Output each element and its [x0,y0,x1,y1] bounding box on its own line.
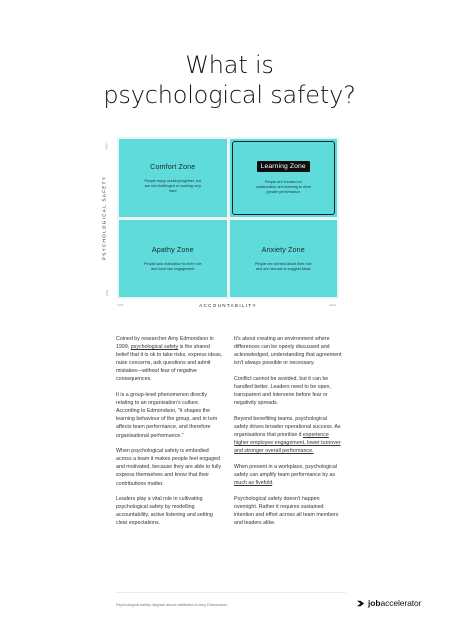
paragraph: Conflict cannot be avoided, but it can be handled better. Leaders need to be open, transparent and intervene before fear or negativity spreads. [234,375,331,407]
paragraph [234,415,342,455]
article-body [116,335,346,535]
learning-zone-description: People are focused on collaboration and learning to drive greater performance [255,179,311,194]
apathy-zone-title: Apathy Zone [151,244,194,254]
paragraph: When psychological safety is embodied across a team it makes people feel engaged and motivated, because they are able to fully express themselves and know that their contributions matter. [116,448,222,487]
y-axis-label: PSYCHOLOGICAL SAFETY [101,175,107,261]
engagement-research-link[interactable]: experience higher employee engagement, lower turnover and stronger overall performance. [234,431,341,455]
apathy-zone-description: People lack motivation for their role and have low engagement [143,261,202,271]
paragraph-text: is the shared belief that it is ok to take risks, express ideas, raise concerns, ask questions and admit mistakes—without fear of negative consequences. [116,344,223,383]
learning-zone-frame [232,141,336,215]
title-line-2: psychological safety? [103,81,356,109]
jobaccelerator-logo-icon [356,599,365,608]
paragraph [116,335,224,384]
apathy-zone-quadrant [119,220,227,298]
brand-logo[interactable] [356,598,421,608]
footer-divider [116,592,346,593]
learning-zone-quadrant [230,139,338,217]
x-axis-low-tick: LOW [117,303,124,307]
brand-name-rest: accelerator [380,598,422,608]
left-column [116,335,224,535]
paragraph: It is a group-level phenomenon directly relating to an organisation's culture. According to Edmondson, "it shapes the learning behaviour of the group, and in turn affects team performance, and therefore organisational performance." [116,392,218,439]
comfort-zone-quadrant [119,139,227,217]
anxiety-zone-quadrant [230,220,338,298]
fivefold-link[interactable]: much as fivefold [234,479,273,486]
anxiety-zone-description: People are worried about their role and are nervous to suggest ideas [254,261,312,271]
paragraph-text: Beyond benefiting teams, psychological safety drives broader operational success. As organisations that prioritise it [234,415,341,438]
anxiety-zone-title: Anxiety Zone [261,244,305,254]
brand-name [368,598,421,608]
y-axis-high-tick: HIGH [104,142,109,150]
title-line-1: What is [185,51,274,79]
paragraph-text: . [272,479,274,486]
x-axis-high-tick: HIGH [329,303,336,307]
psychological-safety-link[interactable]: psychological safety [130,344,179,351]
page-title [0,50,459,110]
comfort-zone-title: Comfort Zone [150,161,196,171]
paragraph-text: When present in a workplace, psychological safety can amplify team performance by as [234,463,338,478]
diagram-credit: Psychological safety diagram above attributed to Amy Edmondson [116,603,228,607]
x-axis-label: ACCOUNTABILITY [199,303,257,308]
right-column [234,335,342,535]
paragraph-text: Coined by researcher Amy Edmondson in 1999, [116,336,214,351]
comfort-zone-description: People enjoy working together, but are not challenged or working very hard [144,178,202,193]
paragraph [234,463,342,487]
psychological-safety-matrix [117,137,339,299]
learning-zone-title: Learning Zone [257,161,310,172]
brand-name-bold: job [368,598,381,608]
paragraph: Psychological safety doesn't happen overnight. Rather it requires sustained intention and effort across all team members and leaders alike. [234,495,339,526]
paragraph: Leaders play a vital role in cultivating psychological safety by modelling accountability, active listening and setting clear expectations. [116,496,213,527]
y-axis-low-tick: LOW [105,289,110,297]
paragraph: It's about creating an environment where differences can be openly discussed and acknowledged, understanding that agreement isn't always possible or necessary. [234,336,342,367]
